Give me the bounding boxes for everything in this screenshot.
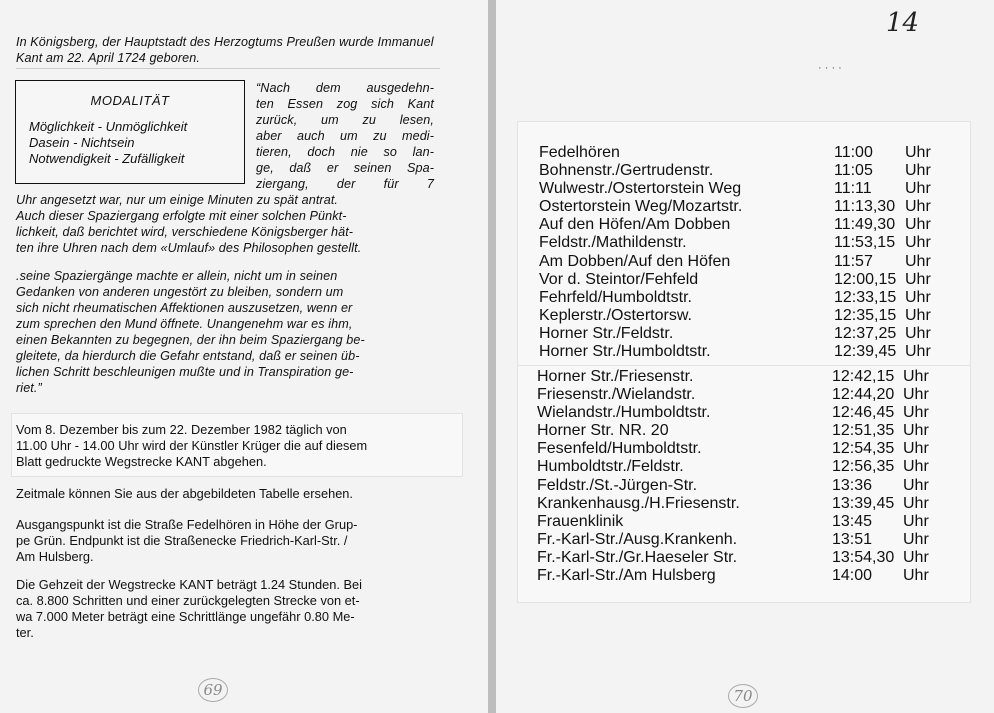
ink-dots: · · · · <box>818 62 842 74</box>
row-unit: Uhr <box>903 548 929 566</box>
row-time: 12:39,45 <box>834 343 897 361</box>
row-unit: Uhr <box>903 458 929 476</box>
row-street: Bohnenstr./Gertrudenstr. <box>539 162 714 180</box>
quote-line: Auch dieser Spaziergang erfolgte mit einer solchen Pünkt- <box>16 209 347 223</box>
timetable-sheet-bottom <box>518 366 970 602</box>
row-time: 11:11 <box>834 180 872 198</box>
info-line: ter. <box>16 625 34 640</box>
row-street: Horner Str. NR. 20 <box>537 422 669 440</box>
row-street: Fr.-Karl-Str./Ausg.Krankenh. <box>537 530 738 548</box>
row-unit: Uhr <box>905 216 931 234</box>
info-dates <box>16 422 456 470</box>
row-street: Fehrfeld/Humboldtstr. <box>539 288 692 306</box>
row-street: Feldstr./Mathildenstr. <box>539 234 687 252</box>
row-street: Keplerstr./Ostertorsw. <box>539 306 692 324</box>
modality-box <box>15 80 245 184</box>
quote-line: lichen Schritt beschleunigen mußte und in Transpiration ge- <box>16 365 354 379</box>
row-unit: Uhr <box>903 530 929 548</box>
quote-line: zurück, um zu lesen, <box>256 113 434 127</box>
info-line: 11.00 Uhr - 14.00 Uhr wird der Künstler Krüger die auf diesem <box>16 438 368 453</box>
row-unit: Uhr <box>903 422 929 440</box>
row-street: Horner Str./Humboldtstr. <box>539 343 711 361</box>
row-unit: Uhr <box>905 324 931 342</box>
row-street: Humboldtstr./Feldstr. <box>537 458 684 476</box>
quote-line: lichkeit, daß berichtet wird, verschiedene Königsberger hät- <box>16 225 354 239</box>
row-unit: Uhr <box>903 386 929 404</box>
row-unit: Uhr <box>903 476 929 494</box>
row-time: 11:49,30 <box>834 216 896 234</box>
modality-line: Notwendigkeit - Zufälligkeit <box>29 151 185 166</box>
row-street: Vor d. Steintor/Fehfeld <box>539 270 699 288</box>
info-duration <box>16 577 456 641</box>
row-time: 12:00,15 <box>834 270 897 288</box>
row-time: 13:36 <box>832 476 873 494</box>
row-time: 13:45 <box>832 512 873 530</box>
row-time: 12:51,35 <box>832 422 895 440</box>
row-time: 12:33,15 <box>834 288 897 306</box>
info-start-end <box>16 517 456 565</box>
row-street: Fesenfeld/Humboldtstr. <box>537 440 702 458</box>
info-line: ca. 8.800 Schritten und einer zurückgelegten Strecke von et- <box>16 593 360 608</box>
right-page <box>496 0 994 713</box>
row-unit: Uhr <box>903 368 929 385</box>
row-time: 13:39,45 <box>832 494 895 512</box>
row-unit: Uhr <box>905 288 931 306</box>
page-number-right: 70 <box>728 684 758 708</box>
row-street: Fr.-Karl-Str./Gr.Haeseler Str. <box>537 548 738 566</box>
info-line: Am Hulsberg. <box>16 549 94 564</box>
info-line: pe Grün. Endpunkt ist die Straßenecke Friedrich-Karl-Str. / <box>16 533 348 548</box>
info-timetable: Zeitmale können Sie aus der abgebildeten Tabelle ersehen. <box>16 486 353 501</box>
quote-line: gleitete, da hierdurch die Gefahr entstand, daß er seinen üb- <box>16 349 360 363</box>
row-unit: Uhr <box>905 252 931 270</box>
quote-line: .seine Spaziergänge machte er allein, nicht um in seinen <box>16 269 338 283</box>
info-line: wa 7.000 Meter beträgt eine Schrittlänge ungefähr 0.80 Me- <box>16 609 355 624</box>
info-line: Blatt gedruckte Wegstrecke KANT abgehen. <box>16 454 267 469</box>
handwritten-number: 14 <box>886 8 920 38</box>
row-unit: Uhr <box>905 234 931 252</box>
quote-kant-column <box>256 80 434 192</box>
modality-line: Dasein - Nichtsein <box>29 135 135 150</box>
row-street: Horner Str./Friesenstr. <box>537 368 694 385</box>
row-unit: Uhr <box>903 512 929 530</box>
quote-line: “Nach dem ausgedehn- <box>256 81 434 95</box>
modality-line: Möglichkeit - Unmöglichkeit <box>29 119 188 134</box>
row-time: 12:44,20 <box>832 386 895 404</box>
row-unit: Uhr <box>905 180 931 198</box>
row-street: Feldstr./St.-Jürgen-Str. <box>537 476 698 494</box>
timetable-sheet-top <box>518 122 970 370</box>
quote-line: Gedanken von anderen ungestört zu bleiben, sondern um <box>16 285 344 299</box>
row-time: 12:37,25 <box>834 324 897 342</box>
row-unit: Uhr <box>903 567 929 585</box>
row-time: 14:00 <box>832 567 873 585</box>
info-line: Die Gehzeit der Wegstrecke KANT beträgt 1.24 Stunden. Bei <box>16 577 362 592</box>
row-street: Auf den Höfen/Am Dobben <box>539 216 731 234</box>
quote-line: ziergang, der für 7 <box>256 177 434 191</box>
row-time: 11:13,30 <box>834 198 896 216</box>
left-page <box>0 0 490 713</box>
quote-kant-continued <box>16 192 444 256</box>
row-street: Wulwestr./Ostertorstein Weg <box>539 180 742 198</box>
row-street: Fr.-Karl-Str./Am Hulsberg <box>537 567 716 585</box>
quote-line: einen Bekannten zu begegnen, der ihn beim Spaziergang be- <box>16 333 365 347</box>
row-time: 13:54,30 <box>832 548 895 566</box>
row-time: 11:57 <box>834 252 873 270</box>
row-unit: Uhr <box>905 144 931 161</box>
row-time: 11:05 <box>834 162 873 180</box>
row-time: 12:56,35 <box>832 458 895 476</box>
quote-line: sich nicht rheumatischen Affektionen auszusetzen, wenn er <box>16 301 353 315</box>
quote-line: tieren, doch nie so lan- <box>256 145 434 159</box>
modality-lines <box>16 119 244 167</box>
row-street: Wielandstr./Humboldtstr. <box>537 404 711 422</box>
row-street: Frauenklinik <box>537 512 624 530</box>
info-line: Vom 8. Dezember bis zum 22. Dezember 1982 täglich von <box>16 422 347 437</box>
quote-line: zum sprechen den Mund öffnete. Unangenehm war es ihm, <box>16 317 353 331</box>
row-street: Horner Str./Feldstr. <box>539 324 674 342</box>
divider <box>16 68 440 69</box>
row-unit: Uhr <box>905 198 931 216</box>
intro-text: In Königsberg, der Hauptstadt des Herzogtums Preußen wurde Immanuel Kant am 22. April 1724 geboren. <box>16 35 434 65</box>
quote-line: ge, daß er seinen Spa- <box>256 161 434 175</box>
quote-line: aber auch um zu medi- <box>256 129 434 143</box>
row-time: 12:46,45 <box>832 404 895 422</box>
row-time: 12:35,15 <box>834 306 897 324</box>
quote-line: Uhr angesetzt war, nur um einige Minuten zu spät antrat. <box>16 193 339 207</box>
row-unit: Uhr <box>905 306 931 324</box>
row-street: Krankenhausg./H.Friesenstr. <box>537 494 740 512</box>
quote-line: riet.” <box>16 381 42 395</box>
row-unit: Uhr <box>903 404 929 422</box>
row-street: Am Dobben/Auf den Höfen <box>539 252 731 270</box>
quote-line: ten ihre Uhren nach dem «Umlauf» des Philosophen gestellt. <box>16 241 362 255</box>
row-time: 11:53,15 <box>834 234 896 252</box>
row-unit: Uhr <box>905 162 931 180</box>
row-time: 12:54,35 <box>832 440 895 458</box>
modality-title: MODALITÄT <box>90 93 170 108</box>
row-time: 13:51 <box>832 530 873 548</box>
row-street: Fedelhören <box>539 144 620 161</box>
info-line: Ausgangspunkt ist die Straße Fedelhören in Höhe der Grup- <box>16 517 358 532</box>
page-number-left: 69 <box>198 678 228 702</box>
row-unit: Uhr <box>905 270 931 288</box>
row-street: Ostertorstein Weg/Mozartstr. <box>539 198 743 216</box>
row-time: 11:00 <box>834 144 873 161</box>
row-street: Friesenstr./Wielandstr. <box>537 386 696 404</box>
row-time: 12:42,15 <box>832 368 895 385</box>
row-unit: Uhr <box>903 440 929 458</box>
row-unit: Uhr <box>905 343 931 361</box>
quote-walks <box>16 268 444 396</box>
row-unit: Uhr <box>903 494 929 512</box>
quote-line: ten Essen zog sich Kant <box>256 97 434 111</box>
